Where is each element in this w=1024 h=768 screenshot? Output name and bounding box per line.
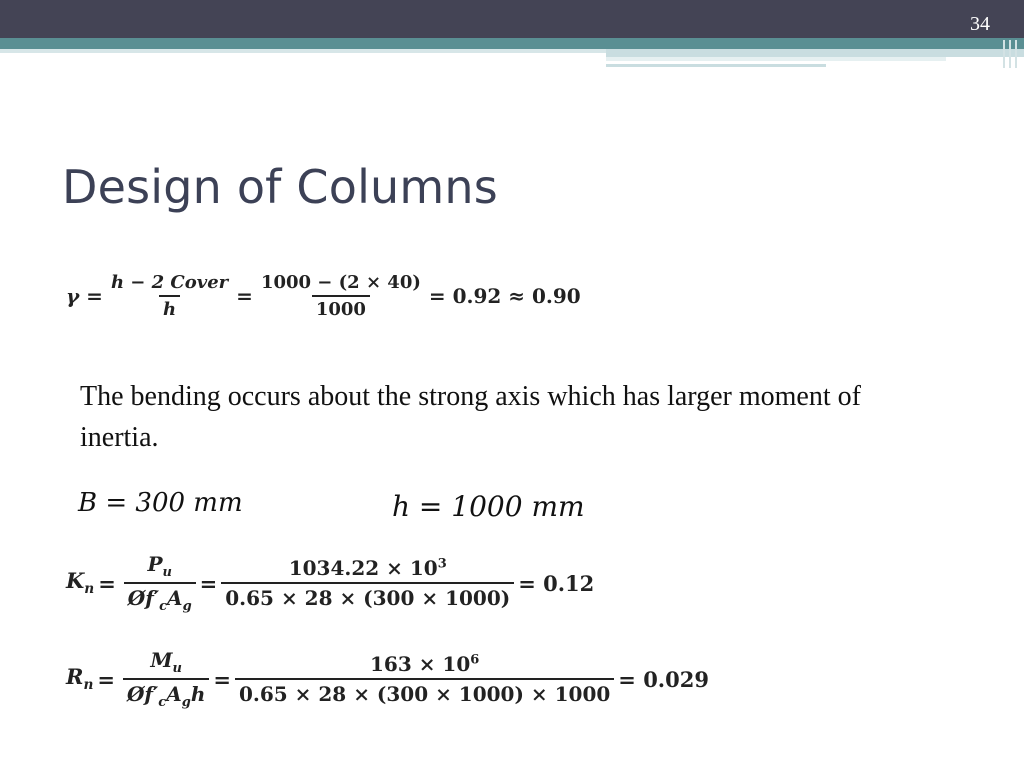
kn-lhs-symbol: K [66, 568, 85, 594]
kn-f2-num-text: 1034.22 × 10 [288, 556, 438, 580]
rn-f2-denominator: 0.65 × 28 × (300 × 1000) × 1000 [235, 678, 614, 706]
kn-result: = 0.12 [518, 570, 595, 596]
gamma-equation [66, 272, 581, 320]
kn-f1-num-sub: u [162, 565, 172, 580]
rn-eq-sign-1: = [97, 666, 115, 692]
header-bar [0, 0, 1024, 38]
gamma-f2-numerator: 1000 − (2 × 40) [260, 272, 421, 293]
kn-f1-den-symbol: Øf′ [127, 586, 160, 610]
kn-f1-numerator [143, 552, 176, 582]
gamma-lhs: γ = [66, 284, 103, 308]
kn-fraction-2 [221, 556, 514, 610]
gamma-f2-denominator: 1000 [312, 295, 370, 320]
rn-result: = 0.029 [618, 666, 709, 692]
rn-f1-numerator [146, 648, 186, 678]
rn-f2-numerator [366, 652, 483, 678]
rn-f1-den-end: h [190, 682, 206, 706]
gamma-f1-numerator: h − 2 Cover [110, 272, 229, 293]
rn-f1-num-sub: u [172, 661, 182, 676]
kn-f2-numerator [285, 556, 451, 582]
kn-eq-sign-1: = [98, 570, 116, 596]
rn-f1-den-sub1: c [158, 695, 167, 710]
header-ribbon-3 [606, 64, 826, 67]
header-ribbon-left [0, 49, 606, 53]
gamma-f1-denominator: h [159, 295, 180, 320]
kn-f1-den-sub1: c [159, 599, 168, 614]
rn-f1-den-sub2: g [181, 695, 191, 710]
rn-f2-num-text: 163 × 10 [369, 652, 471, 676]
kn-equation [66, 552, 594, 614]
rn-f1-den-mid: A [166, 682, 182, 706]
kn-eq-sign-2: = [199, 570, 218, 596]
gamma-result: = 0.92 ≈ 0.90 [428, 284, 581, 308]
slide-title: Design of Columns [62, 160, 498, 214]
header-stripe [1009, 40, 1011, 68]
dimension-h: h = 1000 mm [392, 490, 585, 523]
kn-f1-den-mid: A [167, 586, 183, 610]
gamma-fraction-2 [257, 272, 425, 320]
kn-fraction-1 [124, 552, 196, 614]
kn-f1-num-symbol: P [147, 552, 163, 576]
body-paragraph: The bending occurs about the strong axis which has larger moment of inertia. [80, 381, 861, 453]
header-stripe [1015, 40, 1017, 68]
kn-f2-num-sup: 3 [437, 556, 447, 572]
gamma-eq-sign: = [236, 284, 253, 308]
kn-lhs-sub: n [84, 581, 95, 598]
header-teal-band [0, 38, 1024, 49]
rn-equation [66, 648, 709, 710]
rn-f1-den-symbol: Øf′ [126, 682, 159, 706]
kn-lhs [66, 568, 94, 597]
gamma-fraction-1 [107, 272, 232, 320]
rn-f1-num-symbol: M [150, 648, 173, 672]
rn-lhs-sub: n [83, 677, 94, 694]
slide-number: 34 [970, 13, 990, 35]
header-stripe [1003, 40, 1005, 68]
header-ribbon-2 [606, 57, 946, 61]
kn-f1-den-sub2: g [182, 599, 192, 614]
rn-eq-sign-2: = [213, 666, 231, 692]
rn-lhs-symbol: R [66, 664, 84, 690]
rn-lhs [66, 664, 93, 693]
kn-f2-denominator: 0.65 × 28 × (300 × 1000) [221, 582, 514, 610]
rn-f2-num-sup: 6 [470, 652, 480, 668]
rn-f1-denominator [123, 678, 209, 710]
rn-fraction-2 [235, 652, 614, 706]
rn-fraction-1 [123, 648, 209, 710]
header-ribbon-1 [606, 49, 1024, 57]
kn-f1-denominator [124, 582, 196, 614]
dimension-b: B = 300 mm [78, 488, 243, 518]
